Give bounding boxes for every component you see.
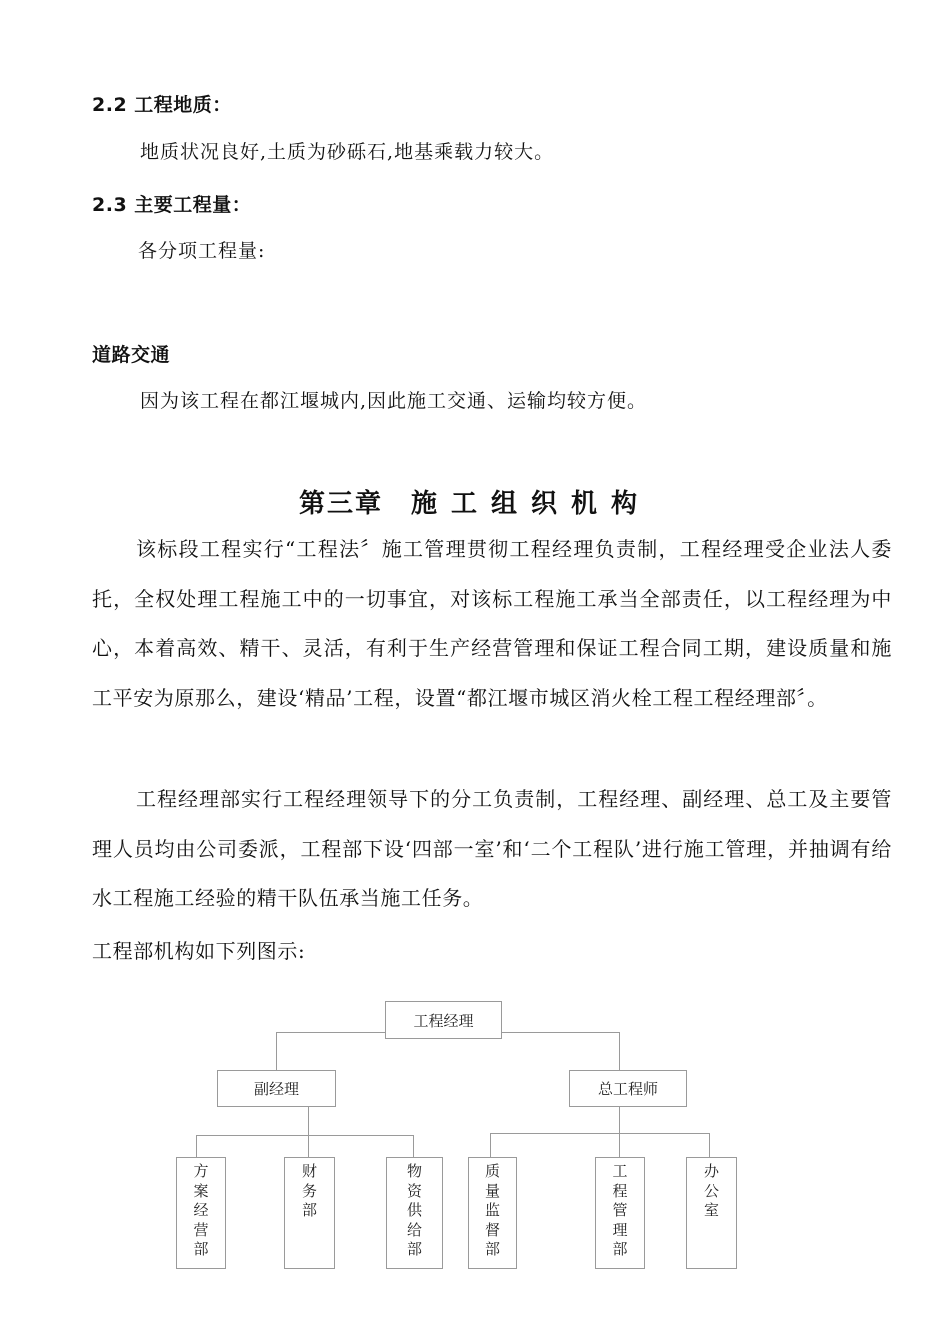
connector-right-branch [490, 1133, 710, 1134]
vertical-char: 督 [484, 1220, 500, 1239]
org-box-planning-dept [176, 1157, 226, 1269]
connector-right-child-3 [709, 1133, 710, 1157]
section-heading-traffic: 道路交通 [92, 344, 171, 366]
vertical-char: 程 [612, 1181, 628, 1200]
vertical-char: 理 [612, 1220, 628, 1239]
vertical-char: 室 [703, 1201, 719, 1219]
connector-top-horizontal [276, 1032, 620, 1033]
org-box-deputy-manager: 副经理 [217, 1070, 336, 1107]
org-box-chief-engineer: 总工程师 [569, 1070, 687, 1107]
org-box-project-manager: 工程经理 [385, 1001, 502, 1039]
org-intro-text: 工程部机构如下列图示: [92, 939, 306, 963]
org-box-office [686, 1157, 737, 1269]
connector-left-branch [196, 1135, 414, 1136]
connector-left-child-2 [308, 1106, 309, 1157]
connector-right-child-1 [490, 1133, 491, 1157]
connector-right-drop [619, 1032, 620, 1070]
vertical-char: 经 [193, 1201, 209, 1219]
vertical-char: 监 [484, 1201, 500, 1219]
vertical-char: 务 [301, 1181, 317, 1200]
vertical-char: 供 [406, 1201, 422, 1219]
connector-left-child-3 [413, 1135, 414, 1157]
vertical-char: 案 [193, 1181, 209, 1200]
vertical-char: 财 [301, 1162, 317, 1180]
vertical-char: 部 [301, 1201, 317, 1219]
connector-left-drop [276, 1032, 277, 1070]
vertical-char: 部 [484, 1240, 500, 1258]
paragraph-1: 该标段工程实行“工程法〞施工管理贯彻工程经理负责制，工程经理受企业法人委托，全权处理工程施工中的一切事宜，对该标工程施工承当全部责任，以工程经理为中心，本着高效、精干、灵活，有利于生产经营管理和保证工程合同工期，建设质量和施工平安为原那么，建设‘精品’工程，设置“都江堰市城区消火栓工程工程经理部〞。 [92, 537, 892, 710]
section-heading-2-3: 2.3 主要工程量： [92, 194, 252, 216]
org-box-finance-dept [284, 1157, 335, 1269]
connector-right-child-2 [619, 1106, 620, 1157]
traffic-text: 因为该工程在都江堰城内,因此施工交通、运输均较方便。 [140, 390, 648, 412]
vertical-char: 方 [193, 1162, 209, 1180]
vertical-char: 物 [406, 1162, 422, 1180]
vertical-char: 部 [193, 1240, 209, 1258]
chapter-heading [0, 483, 950, 520]
vertical-char: 资 [406, 1181, 422, 1200]
geology-text: 地质状况良好,土质为砂砾石,地基乘载力较大。 [140, 141, 555, 163]
section-heading-2-2: 2.2 工程地质： [92, 94, 232, 116]
vertical-char: 部 [406, 1240, 422, 1258]
vertical-char: 量 [484, 1181, 500, 1200]
vertical-char: 给 [406, 1220, 422, 1239]
org-box-supply-dept [386, 1157, 443, 1269]
vertical-char: 部 [612, 1240, 628, 1258]
chapter-title: 施工组织机构 [411, 489, 652, 519]
org-box-engineering-dept [595, 1157, 645, 1269]
vertical-char: 质 [484, 1162, 500, 1180]
paragraph-2: 工程经理部实行工程经理领导下的分工负责制，工程经理、副经理、总工及主要管理人员均由公司委派，工程部下设‘四部一室’和‘二个工程队’进行施工管理，并抽调有给水工程施工经验的精干队伍承当施工任务。 [92, 787, 892, 910]
vertical-char: 办 [703, 1162, 719, 1180]
vertical-char: 营 [193, 1220, 209, 1239]
quantities-text: 各分项工程量: [138, 240, 266, 262]
chapter-number: 第三章 [298, 489, 383, 519]
vertical-char: 公 [703, 1181, 719, 1200]
vertical-char: 工 [612, 1162, 628, 1180]
org-box-quality-dept [468, 1157, 517, 1269]
vertical-char: 管 [612, 1201, 628, 1219]
connector-left-child-1 [196, 1135, 197, 1157]
